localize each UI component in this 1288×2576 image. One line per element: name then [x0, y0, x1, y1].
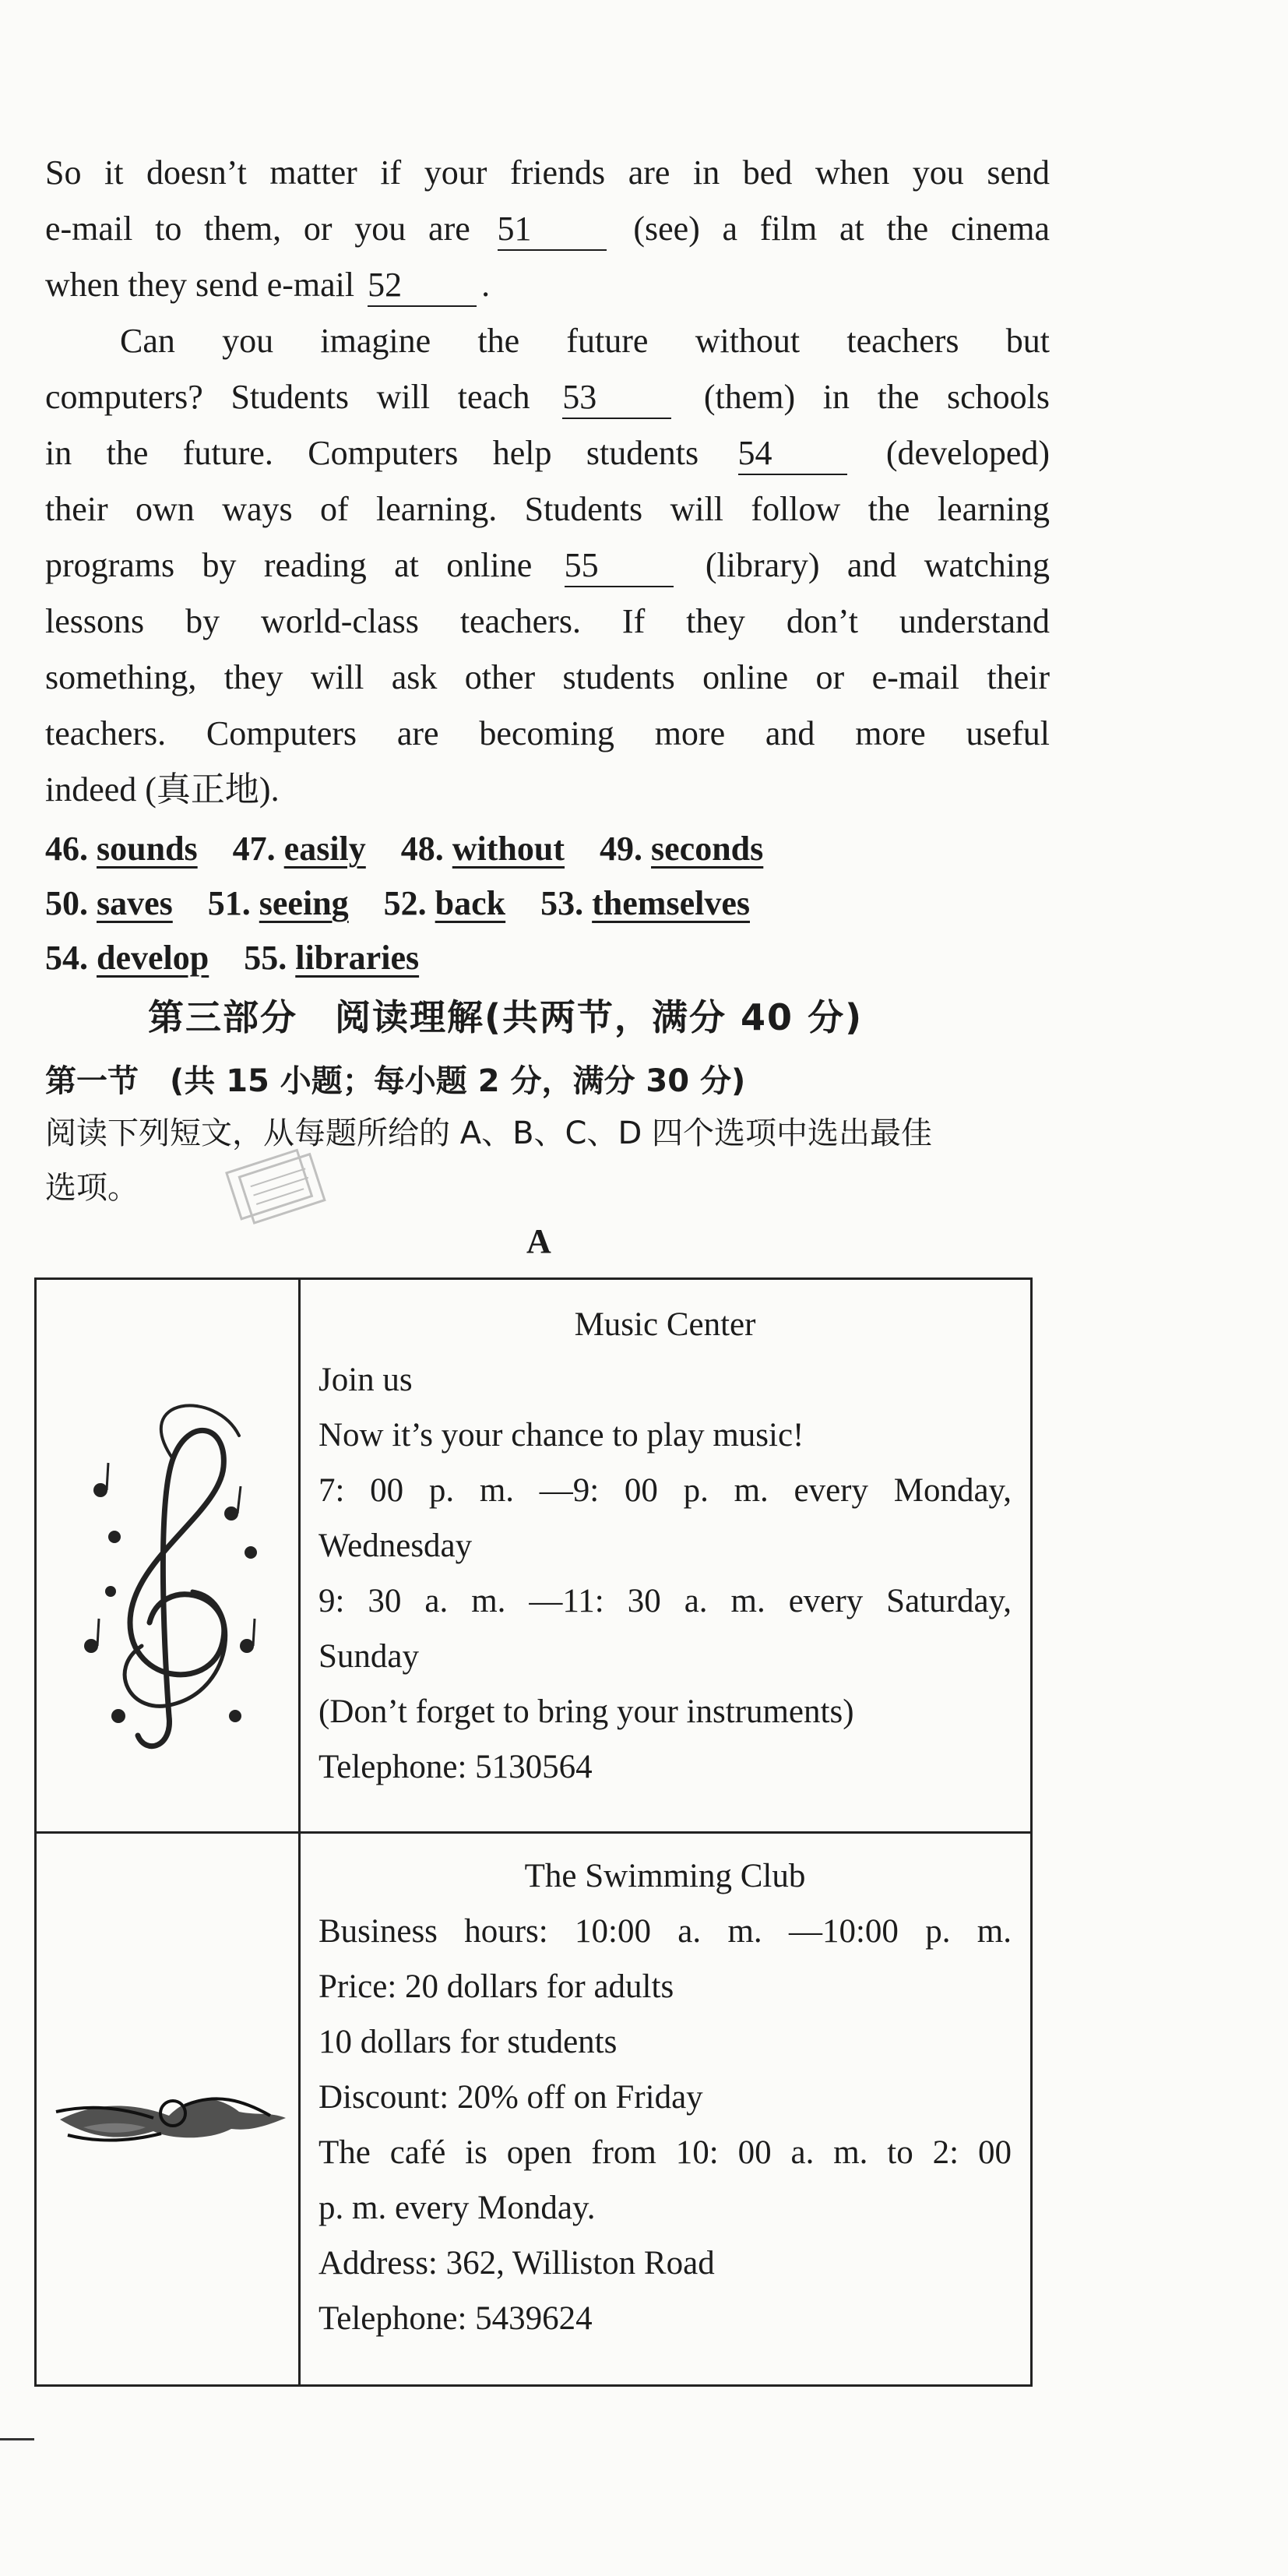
ad-line: p. m. every Monday.	[318, 2190, 596, 2226]
ad-line: Now it’s your chance to play music!	[318, 1417, 804, 1454]
answer-item: 55. libraries	[244, 939, 420, 977]
passage-paragraph-1	[45, 145, 1050, 313]
swimmer-icon	[37, 1831, 298, 2384]
ad-line: Telephone: 5439624	[318, 2300, 593, 2337]
section-title: 第三部分 阅读理解(共两节，满分 40 分)	[148, 996, 864, 1038]
answer-item: 47. easily	[232, 830, 366, 868]
ad-line: Telephone: 5130564	[318, 1749, 593, 1785]
ad-image-cell	[37, 1280, 301, 1831]
swimming-club-text	[318, 1848, 1012, 2346]
ad-row-swimming	[37, 1831, 1030, 2384]
ad-line: Price: 20 dollars for adults	[318, 1968, 674, 2005]
answer-item: 51. seeing	[207, 884, 349, 922]
answer-item: 46. sounds	[45, 830, 198, 868]
text-line: computers? Students will teach 53 (them) in the schools	[45, 369, 1050, 425]
text-line: their own ways of learning. Students will follow the learning	[45, 490, 1050, 528]
instruction-line: 阅读下列短文，从每题所给的 A、B、C、D 四个选项中选出最佳	[45, 1115, 932, 1151]
blank-51: 51	[498, 209, 607, 251]
instruction	[45, 1106, 1042, 1215]
ad-table	[34, 1277, 1033, 2387]
answer-row	[45, 822, 1057, 876]
swimming-club-title: The Swimming Club	[524, 1858, 806, 1894]
blank-52: 52	[368, 265, 477, 307]
answer-item: 49. seconds	[600, 830, 764, 868]
answer-item: 52. back	[383, 884, 506, 922]
answer-item: 54. develop	[45, 939, 209, 977]
ad-image-cell	[37, 1831, 301, 2384]
music-center-text	[318, 1297, 1012, 1795]
treble-clef-icon	[37, 1280, 298, 1831]
text-line: something, they will ask other students online or e-mail their	[45, 658, 1050, 696]
text-line: lessons by world-class teachers. If they don’t understand	[45, 602, 1050, 640]
ad-line: Business hours: 10:00 a. m. —10:00 p. m.	[318, 1913, 1012, 1950]
passage-label: A	[526, 1222, 551, 1260]
ad-line: Join us	[318, 1362, 413, 1398]
blank-55: 55	[565, 545, 674, 587]
text-line: teachers. Computers are becoming more and more useful	[45, 714, 1050, 752]
answer-item: 53. themselves	[540, 884, 750, 922]
text-line: indeed (真正地).	[45, 770, 280, 809]
ad-line: 10 dollars for students	[318, 2024, 618, 2060]
music-center-title: Music Center	[574, 1306, 756, 1343]
blank-53: 53	[562, 377, 671, 419]
ad-line: (Don’t forget to bring your instruments)	[318, 1693, 854, 1730]
blank-54: 54	[738, 433, 847, 475]
answer-row	[45, 931, 1057, 985]
text-line: e-mail to them, or you are 51 (see) a film at the cinema	[45, 201, 1050, 257]
text-line: So it doesn’t matter if your friends are in bed when you send	[45, 153, 1050, 192]
passage-paragraph-2	[45, 313, 1050, 818]
subsection-title: 第一节 (共 15 小题；每小题 2 分，满分 30 分)	[45, 1063, 746, 1099]
text-line: programs by reading at online 55 (library) and watching	[45, 537, 1050, 594]
ad-line: Discount: 20% off on Friday	[318, 2079, 703, 2116]
ad-line: 9: 30 a. m. —11: 30 a. m. every Saturday,	[318, 1583, 1012, 1619]
text-line: when they send e-mail 52 .	[45, 257, 1050, 313]
instruction-line: 选项。	[45, 1170, 139, 1206]
ad-row-music	[37, 1280, 1030, 1834]
ad-line: Sunday	[318, 1638, 419, 1675]
ad-line: The café is open from 10: 00 a. m. to 2: 00	[318, 2134, 1012, 2171]
page-margin-rule	[0, 2438, 34, 2440]
text-line: Can you imagine the future without teachers but	[120, 322, 1050, 360]
ad-line: Address: 362, Williston Road	[318, 2245, 715, 2282]
answer-row	[45, 876, 1057, 931]
answer-item: 48. without	[400, 830, 565, 868]
ad-line: Wednesday	[318, 1528, 473, 1564]
answer-item: 50. saves	[45, 884, 173, 922]
answer-key	[45, 822, 1057, 985]
ad-line: 7: 00 p. m. —9: 00 p. m. every Monday,	[318, 1472, 1012, 1509]
text-line: in the future. Computers help students 54 (developed)	[45, 425, 1050, 481]
